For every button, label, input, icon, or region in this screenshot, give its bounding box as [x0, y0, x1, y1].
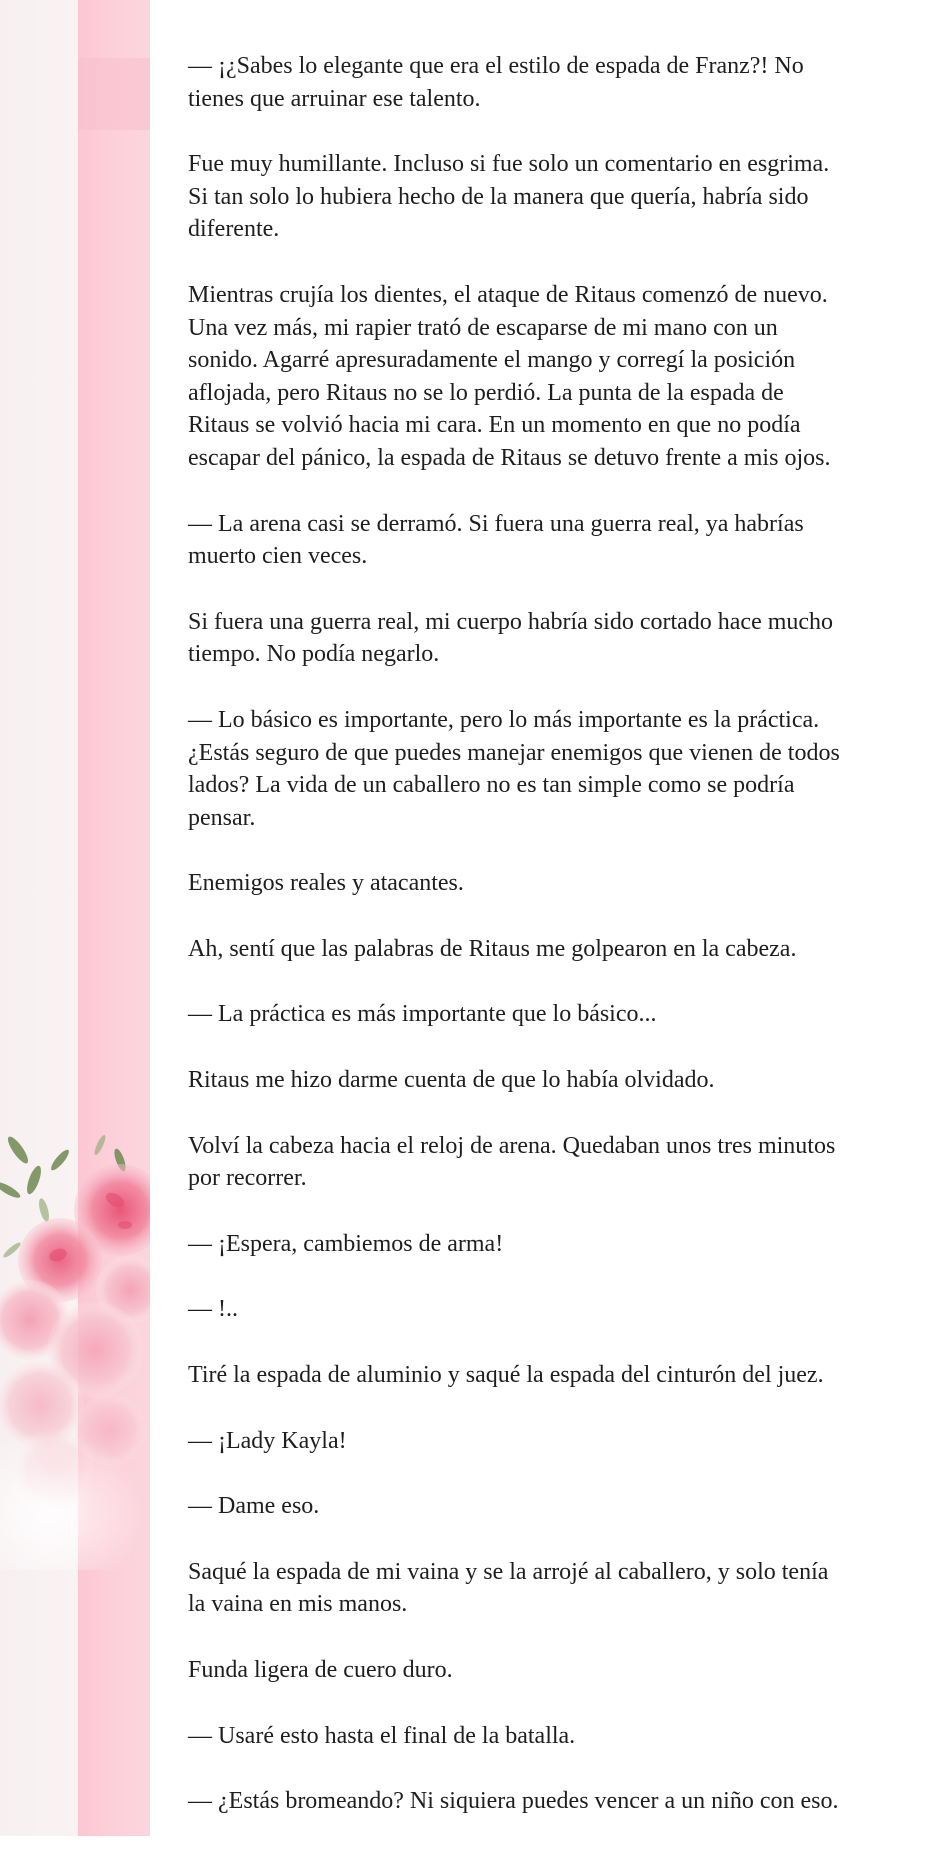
paragraph: Si fuera una guerra real, mi cuerpo habría sido cortado hace mucho tiempo. No podía negarlo. — [188, 608, 834, 668]
paragraph: Ritaus me hizo darme cuenta de que lo había olvidado. — [188, 1067, 715, 1094]
paragraph: — Usaré esto hasta el final de la batalla. — [188, 1722, 576, 1749]
paragraph: — ¡Lady Kayla! — [188, 1427, 347, 1454]
paragraph: Saqué la espada de mi vaina y se la arrojé al caballero, y solo tenía la vaina en mis manos. — [188, 1558, 829, 1618]
paragraph: Enemigos reales y atacantes. — [188, 870, 464, 897]
paragraph: — ¡¿Sabes lo elegante que era el estilo de espada de Franz?! No tienes que arruinar ese talento. — [188, 53, 804, 112]
paragraph: Fue muy humillante. Incluso si fue solo un comentario en esgrima. Si tan solo lo hubiera hecho de la manera que quería, habría sido diferente. — [188, 151, 830, 243]
pink-ribbon-highlight — [78, 58, 150, 130]
paragraph: Mientras crujía los dientes, el ataque de Ritaus comenzó de nuevo. Una vez más, mi rapier trató de escaparse de mi mano con un sonido. Agarré apresuradamente el mango y corregí la posición aflojada, pero Ritaus no se lo perdió. La punta de la espada de Ritaus se volvió hacia mi cara. En un momento en que no podía escapar del pánico, la espada de Ritaus se detuvo frente a mis ojos. — [188, 281, 831, 471]
story-text-column — [188, 50, 913, 1851]
paragraph: — La práctica es más importante que lo básico... — [188, 1001, 657, 1028]
paragraph: Funda ligera de cuero duro. — [188, 1657, 453, 1683]
paragraph: — ¡Espera, cambiemos de arma! — [188, 1230, 504, 1257]
paragraph: — Lo básico es importante, pero lo más importante es la práctica. ¿Estás seguro de que puedes manejar enemigos que vienen de todos lados? La vida de un caballero no es tan simple como se podría pensar. — [188, 706, 840, 831]
paragraph: Tiré la espada de aluminio y saqué la espada del cinturón del juez. — [188, 1362, 824, 1389]
paragraph: — ¿Estás bromeando? Ni siquiera puedes vencer a un niño con eso. — [188, 1788, 839, 1815]
paragraph: — Dame eso. — [188, 1493, 320, 1520]
paragraph: Volví la cabeza hacia el reloj de arena. Quedaban unos tres minutos por recorrer. — [188, 1132, 836, 1192]
paragraph: — !.. — [188, 1296, 238, 1323]
paragraph: — La arena casi se derramó. Si fuera una guerra real, ya habrías muerto cien veces. — [188, 510, 804, 570]
paragraph: Ah, sentí que las palabras de Ritaus me golpearon en la cabeza. — [188, 935, 797, 962]
flower-illustration-icon — [0, 1130, 160, 1570]
